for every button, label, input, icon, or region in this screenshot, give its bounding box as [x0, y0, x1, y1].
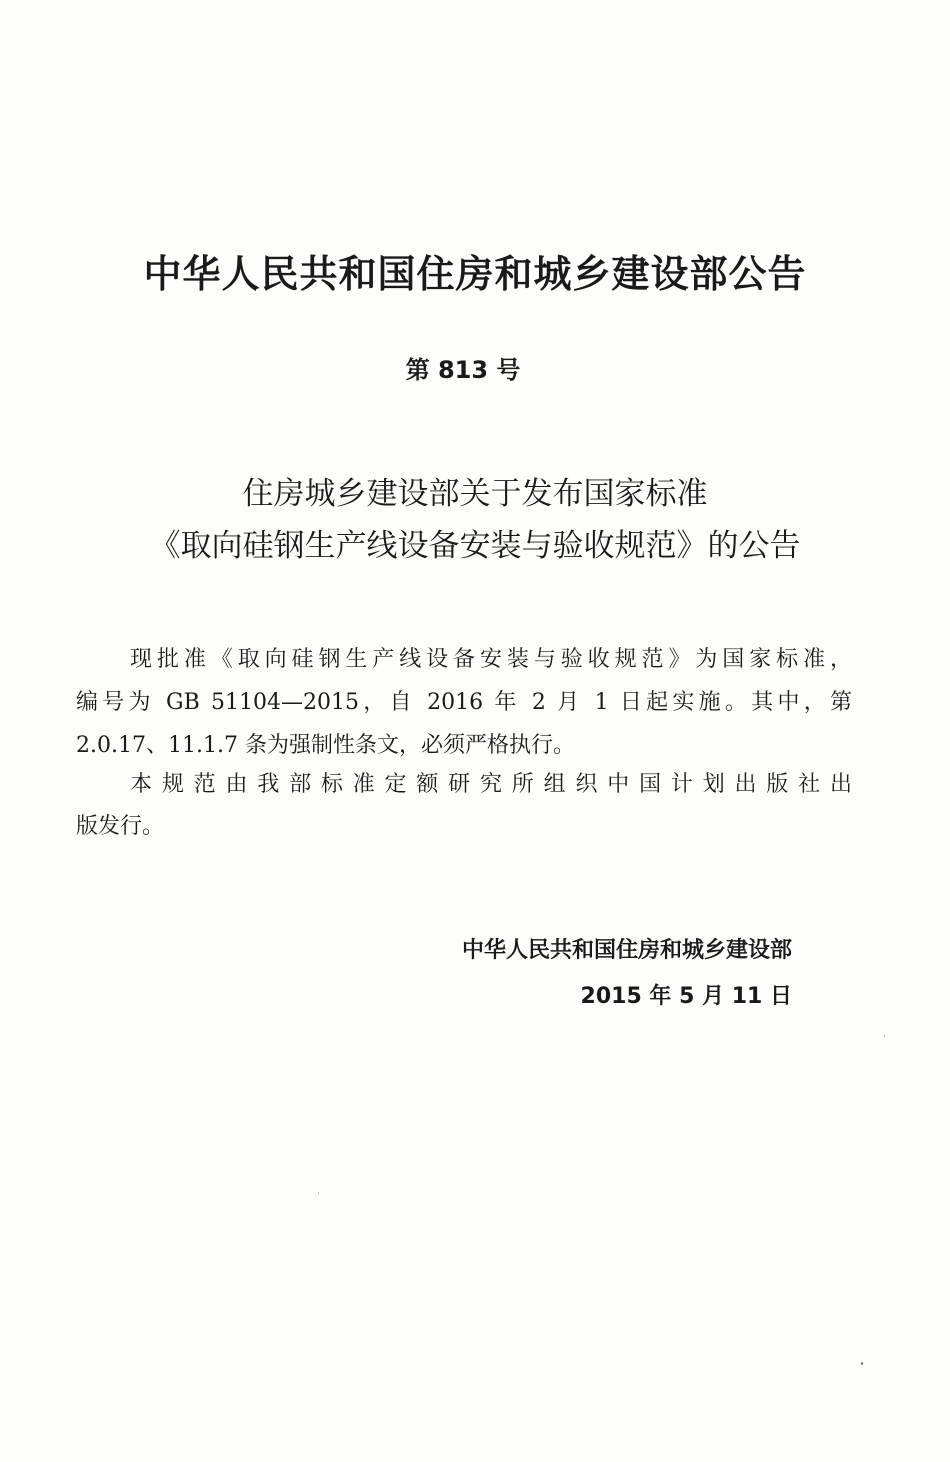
- scan-speck: [884, 1035, 885, 1037]
- body-paragraph1-line1: 现批准《取向硅钢生产线设备安装与验收规范》为国家标准，: [130, 647, 852, 672]
- issue-date: 2015 年 5 月 11 日: [580, 984, 792, 1009]
- scan-speck: [861, 1362, 863, 1365]
- body-paragraph2-line2: 版发行。: [76, 814, 165, 839]
- announcement-headline-line2: 《取向硅钢生产线设备安装与验收规范》的公告: [149, 528, 801, 564]
- announcement-headline-line1: 住房城乡建设部关于发布国家标准: [242, 476, 708, 512]
- scan-speck: [318, 1192, 319, 1194]
- body-paragraph1-line2: 编号为 GB 51104—2015，自 2016 年 2 月 1 日起实施。其中，第: [76, 690, 852, 715]
- body-paragraph1-line3: 2.0.17、11.1.7 条为强制性条文，必须严格执行。: [76, 733, 575, 758]
- ministry-announcement-title: 中华人民共和国住房和城乡建设部公告: [143, 252, 807, 296]
- announcement-number: 第 813 号: [405, 356, 521, 384]
- issuer-signature: 中华人民共和国住房和城乡建设部: [461, 938, 792, 963]
- body-paragraph2-line1: 本规范由我部标准定额研究所组织中国计划出版社出: [130, 772, 852, 797]
